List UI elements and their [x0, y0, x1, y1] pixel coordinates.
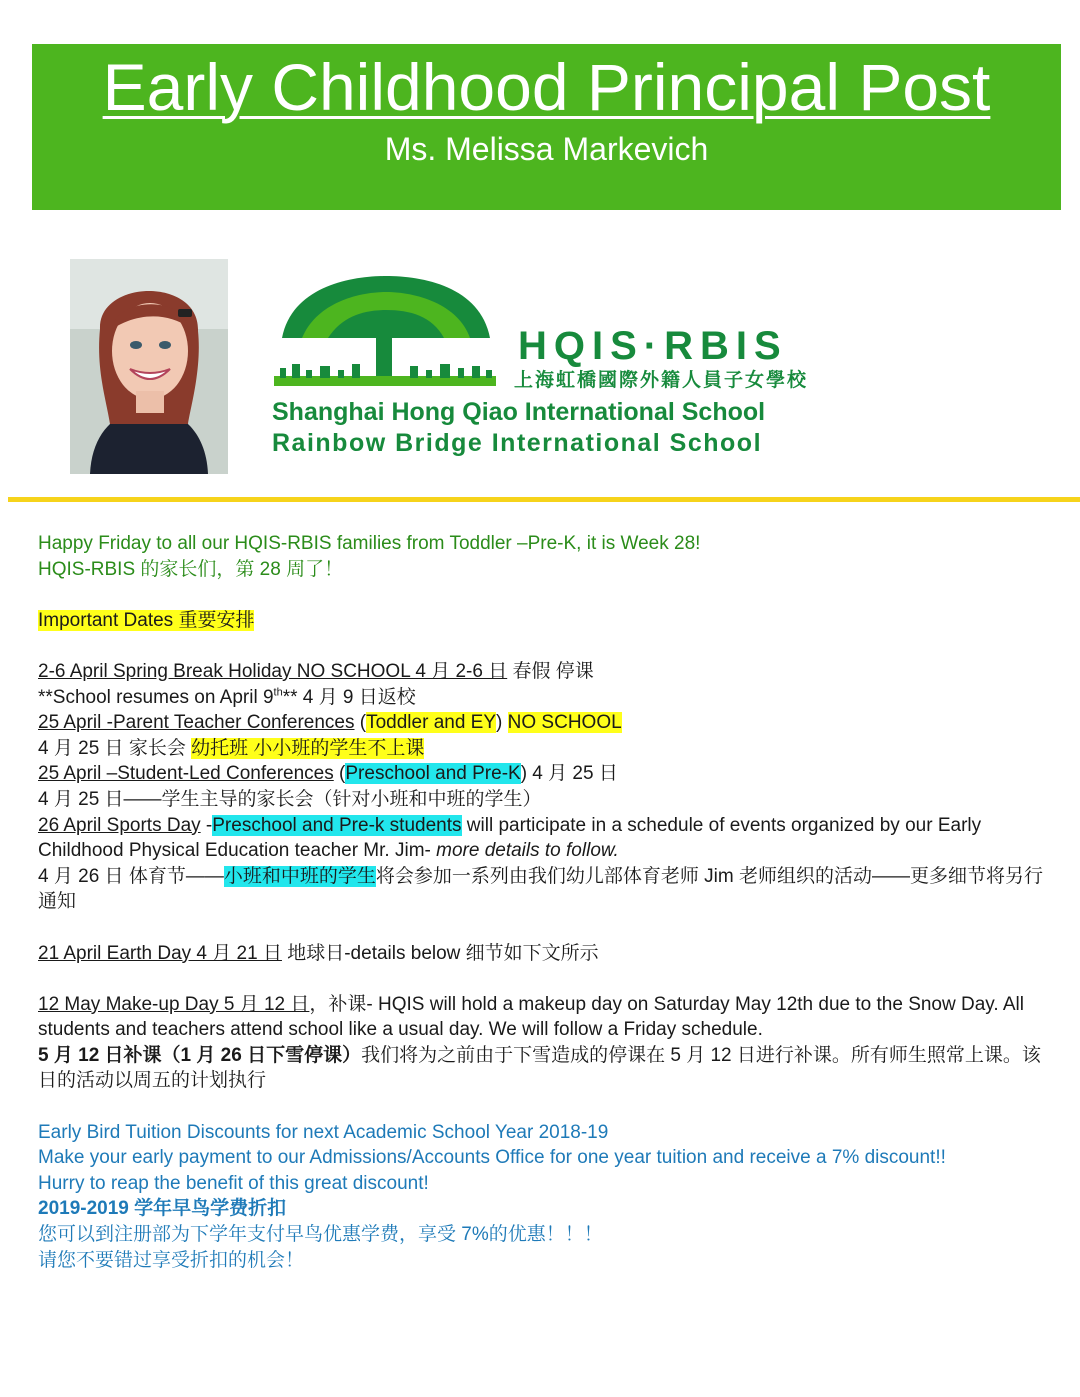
tuition-title: Early Bird Tuition Discounts for next Academic School Year 2018-19 [38, 1121, 609, 1143]
page-title: Early Childhood Principal Post [102, 50, 991, 124]
greeting-cn: HQIS-RBIS 的家长们，第 28 周了！ [38, 558, 344, 580]
principal-name: Ms. Melissa Markevich [384, 131, 709, 167]
earth-day-line: 21 April Earth Day 4 月 21 日 地球日-details below 细节如下文所示 [38, 942, 599, 964]
sports-day-line: 26 April Sports Day -Preschool and Pre-k students will participate in a schedule of events organized by our Early Childhood Physical Education teacher Mr. Jim- more details to follow. [38, 814, 982, 862]
logo-school-name-2: Rainbow Bridge International School [272, 429, 763, 457]
tuition-line-1: Make your early payment to our Admissions/Accounts Office for one year tuition and receive a 7% discount!! [38, 1147, 946, 1169]
logo-school-name-1: Shanghai Hong Qiao International School [272, 398, 766, 426]
tuition-cn-line-2: 请您不要错过享受折扣的机会！ [38, 1249, 305, 1271]
tuition-cn-line-1: 您可以到注册部为下学年支付早鸟优惠学费，享受 7%的优惠！！！ [38, 1224, 603, 1246]
student-led-conference-cn-line: 4 月 25 日——学生主导的家长会（针对小班和中班的学生） [38, 788, 542, 810]
divider-line [8, 497, 1080, 502]
makeup-day-cn-line: 5 月 12 日补课（1 月 26 日下雪停课）我们将为之前由于下雪造成的停课在 5 月 12 日进行补课。所有师生照常上课。该日的活动以周五的计划执行 [38, 1044, 1041, 1092]
spring-break-line: 2-6 April Spring Break Holiday NO SCHOOL 4 月 2-6 日 春假 停课 [38, 660, 594, 682]
tuition-line-2: Hurry to reap the benefit of this great discount! [38, 1172, 429, 1194]
parent-conference-cn-line: 4 月 25 日 家长会 幼托班 小小班的学生不上课 [38, 737, 425, 759]
tuition-cn-title: 2019-2019 学年早鸟学费折扣 [38, 1198, 287, 1220]
school-resumes-line: **School resumes on April 9th** 4 月 9 日返校 [38, 686, 416, 708]
important-dates-label: Important Dates 重要安排 [38, 609, 255, 631]
logo-chinese-name: 上海虹橋國際外籍人員子女學校 [514, 370, 809, 391]
parent-conference-line: 25 April -Parent Teacher Conferences (Toddler and EY) NO SCHOOL [38, 712, 622, 734]
logo-acronym: HQIS·RBIS [518, 324, 788, 368]
makeup-day-line: 12 May Make-up Day 5 月 12 日，补课- HQIS will hold a makeup day on Saturday May 12th due to the Snow Day. All students and teachers attend school like a usual day. We will follow a Friday schedule. [38, 993, 1024, 1041]
principal-photo [70, 259, 228, 474]
school-logo-tree-icon [272, 276, 500, 394]
important-dates-heading [38, 608, 1058, 634]
newsletter-body [38, 531, 1058, 1273]
portrait-illustration [70, 259, 228, 474]
student-led-conference-line: 25 April –Student-Led Conferences (Preschool and Pre-K) 4 月 25 日 [38, 763, 618, 785]
greeting-en: Happy Friday to all our HQIS-RBIS families from Toddler –Pre-K, it is Week 28! [38, 533, 701, 554]
header-banner [32, 44, 1061, 210]
sports-day-cn-line: 4 月 26 日 体育节——小班和中班的学生将会参加一系列由我们幼儿部体育老师 Jim 老师组织的活动——更多细节将另行通知 [38, 865, 1043, 913]
